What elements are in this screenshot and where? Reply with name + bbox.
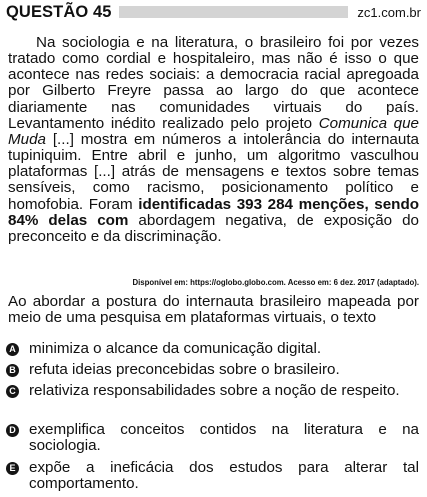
passage-part-1: Na sociologia e na literatura, o brasileiro foi por vezes tratado como cordial e hospitaleiro, mas não é isso o que acontece nas redes sociais: a democracia racial apregoada por Gilberto Freyre passa ao largo do que acontece diariamente nas comunidades virtuais do país. Levantamento inédito realizado pelo projeto [8, 34, 419, 132]
option-text: expõe a ineficácia dos estudos para alterar tal comportamento. [29, 459, 419, 493]
project-title: Comunica que Muda [8, 114, 419, 148]
passage-text [8, 35, 419, 245]
question-number: QUESTÃO 45 [6, 2, 112, 21]
option-letter-badge: B [6, 364, 19, 377]
option-text: exemplifica conceitos contidos na literatura e na sociologia. [29, 421, 419, 455]
option-letter-badge: E [6, 462, 19, 475]
passage-part-3: abordagem negativa, de exposição do preconceito e da discriminação. [8, 211, 420, 245]
passage-bold-phrase: identificadas 393 284 menções, sendo 84% delas com [8, 195, 419, 229]
option-text: refuta ideias preconcebidas sobre o brasileiro. [29, 361, 340, 378]
question-stem: Ao abordar a postura do internauta brasileiro mapeada por meio de uma pesquisa em plataformas virtuais, o texto [8, 293, 419, 327]
option-letter-badge: D [6, 424, 19, 437]
option-e[interactable] [6, 460, 419, 492]
passage-part-2: [...] mostra em números a intolerância do internauta tupiniquim. Entre abril e junho, um algoritmo vasculhou plataformas [...] atrás de mensagens e textos sobre temas sensíveis, como racismo, posicionamento político e homofobia. Foram [8, 130, 419, 213]
site-watermark: zc1.com.br [357, 4, 421, 20]
header-divider-bar [119, 6, 349, 18]
option-d[interactable] [6, 422, 419, 454]
option-letter-badge: A [6, 343, 19, 356]
question-header [6, 2, 421, 22]
option-letter-badge: C [6, 385, 19, 398]
option-c[interactable] [6, 383, 419, 399]
option-a[interactable] [6, 341, 419, 357]
source-citation: Disponível em: https://oglobo.globo.com. Acesso em: 6 dez. 2017 (adaptado). [132, 278, 419, 287]
option-b[interactable] [6, 362, 419, 378]
option-text: relativiza responsabilidades sobre a noção de respeito. [29, 382, 400, 399]
option-text: minimiza o alcance da comunicação digital. [29, 340, 322, 357]
